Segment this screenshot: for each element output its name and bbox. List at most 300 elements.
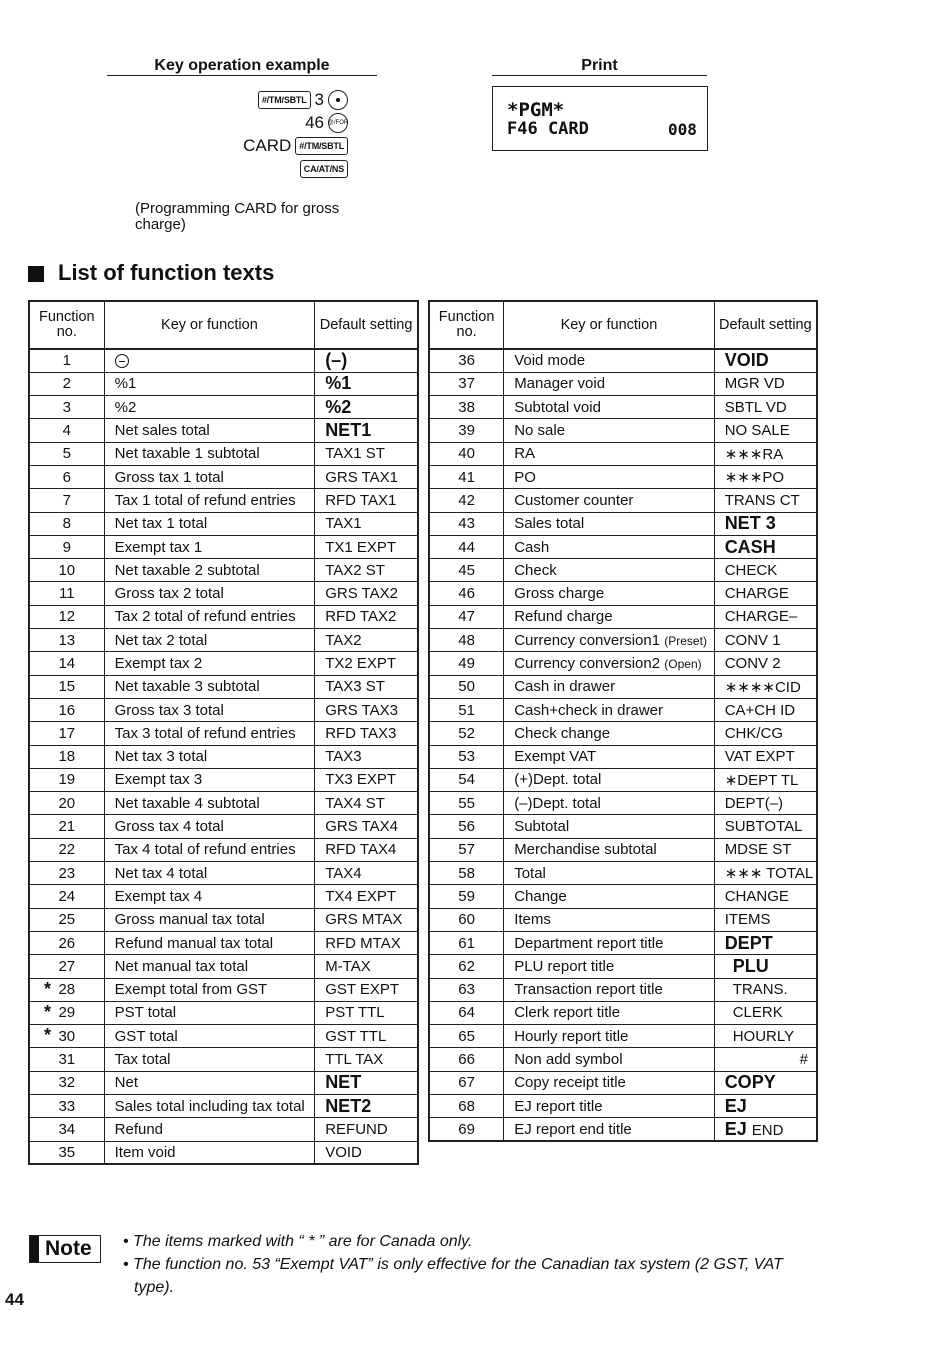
default-setting-cell bbox=[714, 722, 817, 745]
table-row bbox=[429, 931, 817, 954]
key-or-function-cell bbox=[504, 652, 715, 675]
function-no: 39 bbox=[458, 422, 475, 440]
default-setting-cell bbox=[714, 675, 817, 698]
table-row bbox=[29, 768, 418, 791]
function-no: 28 bbox=[58, 981, 76, 999]
table-row bbox=[429, 629, 817, 652]
key-or-function-text: Transaction report title bbox=[514, 981, 663, 999]
key-or-function-cell bbox=[104, 675, 315, 698]
default-setting-text: DEPT bbox=[724, 932, 773, 953]
key-or-function-text: Net tax 1 total bbox=[114, 515, 208, 533]
key-or-function-cell bbox=[104, 489, 315, 512]
key-or-function-cell bbox=[504, 1095, 715, 1118]
default-setting-text: (–) bbox=[325, 350, 348, 371]
key-or-function-cell bbox=[104, 885, 315, 908]
key-or-function-text: Cash+check in drawer bbox=[514, 701, 664, 719]
default-setting-cell bbox=[714, 862, 817, 885]
key-or-function-text: Clerk report title bbox=[514, 1004, 621, 1022]
default-setting-cell bbox=[714, 559, 817, 582]
function-no: 43 bbox=[458, 515, 475, 533]
key-or-function-text: (+)Dept. total bbox=[514, 771, 602, 789]
key-or-function-cell bbox=[504, 465, 715, 488]
default-setting-text: %2 bbox=[325, 396, 352, 417]
default-setting-text: SBTL VD bbox=[724, 398, 787, 416]
key-or-function-cell bbox=[104, 931, 315, 954]
function-no: 23 bbox=[58, 864, 76, 882]
function-no: 20 bbox=[58, 794, 76, 812]
function-no-cell bbox=[29, 1095, 104, 1118]
table-row bbox=[29, 442, 418, 465]
key-operation-underline bbox=[107, 75, 377, 76]
default-setting-cell bbox=[315, 559, 418, 582]
default-setting-text: NET 3 bbox=[724, 513, 776, 534]
key-or-function-cell bbox=[504, 489, 715, 512]
default-setting-text: CONV 2 bbox=[724, 655, 781, 672]
function-no: 40 bbox=[458, 445, 475, 463]
function-no: 3 bbox=[62, 398, 71, 416]
default-setting-text: TRANS. bbox=[732, 981, 788, 999]
default-setting-cell bbox=[315, 745, 418, 768]
default-setting-cell bbox=[315, 675, 418, 698]
key-or-function-text: Change bbox=[514, 887, 567, 905]
function-no-cell bbox=[429, 349, 504, 372]
default-setting-text: TRANS CT bbox=[724, 491, 800, 509]
function-no-cell bbox=[429, 815, 504, 838]
default-setting-text: TX1 EXPT bbox=[325, 538, 397, 556]
key-or-function-cell bbox=[504, 1048, 715, 1071]
key-or-function-text: Gross tax 3 total bbox=[114, 701, 224, 719]
key-or-function-cell bbox=[104, 629, 315, 652]
key-or-function-cell bbox=[104, 978, 315, 1001]
function-no: 54 bbox=[458, 771, 475, 789]
default-setting-cell bbox=[714, 465, 817, 488]
table-header-row bbox=[29, 301, 418, 349]
function-no-cell bbox=[29, 535, 104, 558]
function-no-cell bbox=[429, 396, 504, 419]
key-or-function-cell bbox=[504, 955, 715, 978]
function-no-cell bbox=[429, 1095, 504, 1118]
table-row bbox=[29, 745, 418, 768]
function-no: 47 bbox=[458, 608, 475, 626]
key-or-function-text: Refund charge bbox=[514, 608, 613, 626]
table-row bbox=[429, 792, 817, 815]
default-setting-text: GST EXPT bbox=[325, 981, 400, 999]
function-no: 27 bbox=[58, 957, 76, 975]
default-setting-text: TAX4 bbox=[325, 864, 362, 882]
function-no: 66 bbox=[458, 1051, 475, 1069]
default-setting-cell bbox=[714, 1071, 817, 1094]
function-no-cell bbox=[429, 489, 504, 512]
key-or-function-cell bbox=[504, 978, 715, 1001]
key-or-function-text: Net bbox=[114, 1074, 138, 1092]
key-or-function-text: Subtotal bbox=[514, 818, 570, 836]
print-line-2-left: F46 CARD bbox=[507, 119, 589, 139]
table-row bbox=[429, 559, 817, 582]
key-or-function-text: Net tax 2 total bbox=[114, 631, 208, 649]
default-setting-cell bbox=[315, 1001, 418, 1024]
default-setting-text: ITEMS bbox=[724, 911, 771, 929]
key-or-function-text: PST total bbox=[114, 1004, 177, 1022]
table-row bbox=[429, 815, 817, 838]
default-setting-cell bbox=[714, 349, 817, 372]
function-no: 26 bbox=[58, 934, 76, 952]
table-row bbox=[429, 396, 817, 419]
default-setting-cell bbox=[714, 535, 817, 558]
default-setting-cell bbox=[714, 792, 817, 815]
function-no: 31 bbox=[58, 1051, 76, 1069]
default-setting-text: TAX2 ST bbox=[325, 561, 385, 579]
key-or-function-text: Net tax 4 total bbox=[114, 864, 208, 882]
function-no: 29 bbox=[58, 1004, 76, 1022]
function-no-cell bbox=[29, 559, 104, 582]
key-or-function-cell bbox=[104, 419, 315, 442]
function-no: 32 bbox=[58, 1074, 76, 1092]
table-row bbox=[29, 349, 418, 372]
key-or-function-cell bbox=[104, 792, 315, 815]
function-no: 61 bbox=[458, 934, 475, 952]
default-setting-text: TAX3 ST bbox=[325, 678, 385, 696]
key-or-function-text: PLU report title bbox=[514, 957, 615, 975]
key-or-function-text: Tax 2 total of refund entries bbox=[114, 608, 296, 626]
table-row bbox=[429, 862, 817, 885]
key-or-function-cell bbox=[504, 815, 715, 838]
canada-star-mark: * bbox=[44, 1001, 52, 1022]
key-or-function-text: Merchandise subtotal bbox=[514, 841, 657, 859]
header-default-setting: Default setting bbox=[714, 301, 817, 349]
table-row bbox=[429, 605, 817, 628]
default-setting-cell bbox=[714, 605, 817, 628]
function-no-cell bbox=[429, 955, 504, 978]
table-row bbox=[429, 419, 817, 442]
default-setting-text: GST TTL bbox=[325, 1027, 387, 1045]
tm-sbtl-key: #/TM/SBTL bbox=[258, 91, 311, 109]
function-no-cell bbox=[29, 1025, 104, 1048]
header-key-or-function: Key or function bbox=[104, 301, 315, 349]
function-no: 62 bbox=[458, 957, 475, 975]
default-setting-text: TX2 EXPT bbox=[325, 655, 397, 672]
note-line-1: • The items marked with “ * ” are for Canada only. bbox=[123, 1233, 473, 1250]
default-setting-text: TAX1 bbox=[325, 515, 362, 533]
default-setting-cell bbox=[315, 512, 418, 535]
function-no-cell bbox=[29, 815, 104, 838]
default-setting-text: RFD TAX4 bbox=[325, 841, 397, 859]
key-row-3 bbox=[243, 136, 348, 156]
function-no: 60 bbox=[458, 911, 475, 929]
function-no: 1 bbox=[62, 352, 71, 370]
table-row bbox=[429, 442, 817, 465]
key-or-function-cell bbox=[104, 465, 315, 488]
default-setting-text: ∗∗∗∗CID bbox=[724, 678, 801, 696]
function-no-cell bbox=[29, 465, 104, 488]
default-setting-cell bbox=[714, 955, 817, 978]
default-setting-text: RFD TAX2 bbox=[325, 608, 397, 626]
function-no: 16 bbox=[58, 701, 76, 719]
key-or-function-cell bbox=[104, 745, 315, 768]
key-or-function-text: Currency conversion2 bbox=[514, 655, 661, 672]
default-setting-cell bbox=[315, 931, 418, 954]
function-no-cell bbox=[29, 698, 104, 721]
function-no-cell bbox=[429, 768, 504, 791]
function-no: 11 bbox=[59, 585, 75, 603]
function-no-cell bbox=[429, 1048, 504, 1071]
function-no-cell bbox=[29, 838, 104, 861]
function-no-cell bbox=[29, 1071, 104, 1094]
default-setting-text: %1 bbox=[325, 373, 352, 394]
function-no-cell bbox=[429, 862, 504, 885]
function-no-cell bbox=[429, 465, 504, 488]
function-no-cell bbox=[29, 1001, 104, 1024]
key-or-function-text: Department report title bbox=[514, 934, 664, 952]
table-row bbox=[29, 605, 418, 628]
function-no-cell bbox=[429, 1001, 504, 1024]
function-no: 7 bbox=[62, 491, 71, 509]
function-no-cell bbox=[429, 978, 504, 1001]
default-setting-cell bbox=[714, 442, 817, 465]
default-setting-cell bbox=[714, 745, 817, 768]
function-no: 56 bbox=[458, 818, 475, 836]
key-or-function-cell bbox=[104, 838, 315, 861]
header-function-no: Function no. bbox=[29, 301, 104, 349]
table-row bbox=[29, 535, 418, 558]
table-row bbox=[429, 652, 817, 675]
function-no-cell bbox=[29, 1048, 104, 1071]
function-no-cell bbox=[29, 931, 104, 954]
function-no-cell bbox=[29, 372, 104, 395]
note-line-3: type). bbox=[134, 1279, 175, 1296]
key-or-function-text: Copy receipt title bbox=[514, 1074, 626, 1092]
key-operation-heading: Key operation example bbox=[154, 57, 330, 74]
key-or-function-cell bbox=[504, 838, 715, 861]
default-setting-text: VOID bbox=[325, 1143, 362, 1161]
key-or-function-text: Tax total bbox=[114, 1051, 171, 1069]
key-or-function-text: Subtotal void bbox=[514, 398, 601, 416]
function-no: 24 bbox=[58, 887, 76, 905]
function-no: 25 bbox=[58, 911, 76, 929]
function-no-cell bbox=[429, 908, 504, 931]
key-or-function-cell bbox=[104, 1001, 315, 1024]
table-row bbox=[29, 629, 418, 652]
ca-at-ns-key: CA/AT/NS bbox=[300, 160, 348, 178]
table-row bbox=[29, 931, 418, 954]
function-no: 8 bbox=[62, 515, 71, 533]
default-setting-cell bbox=[315, 349, 418, 372]
key-or-function-cell bbox=[504, 1001, 715, 1024]
default-setting-cell bbox=[714, 815, 817, 838]
default-setting-cell bbox=[714, 768, 817, 791]
function-no-cell bbox=[29, 396, 104, 419]
print-line-1: *PGM* bbox=[507, 99, 565, 121]
at-for-key: @/FOR bbox=[328, 113, 348, 133]
key-or-function-text: Net manual tax total bbox=[114, 957, 249, 975]
key-or-function-text: EJ report end title bbox=[514, 1120, 632, 1138]
key-or-function-text: Gross manual tax total bbox=[114, 911, 265, 929]
key-or-function-cell bbox=[104, 512, 315, 535]
key-or-function-cell bbox=[104, 535, 315, 558]
table-row bbox=[29, 1071, 418, 1094]
default-setting-text: RFD TAX3 bbox=[325, 724, 397, 742]
key-or-function-text: Refund bbox=[114, 1120, 164, 1138]
key-or-function-cell bbox=[504, 722, 715, 745]
table-row bbox=[429, 582, 817, 605]
key-or-function-cell bbox=[504, 419, 715, 442]
default-setting-text: MGR VD bbox=[724, 375, 785, 393]
key-or-function-cell bbox=[104, 815, 315, 838]
tm-sbtl-key-2: #/TM/SBTL bbox=[295, 137, 348, 155]
function-no: 65 bbox=[458, 1027, 475, 1045]
key-or-function-text: Cash bbox=[514, 538, 550, 556]
table-row bbox=[29, 489, 418, 512]
default-setting-text: EJ bbox=[724, 1095, 747, 1116]
function-no: 59 bbox=[458, 887, 475, 905]
key-or-function-text: %2 bbox=[114, 398, 137, 416]
function-no-cell bbox=[29, 955, 104, 978]
default-setting-cell bbox=[714, 885, 817, 908]
default-setting-text: DEPT(–) bbox=[724, 794, 784, 812]
key-or-function-text: Exempt tax 2 bbox=[114, 655, 203, 672]
key-operation-sequence bbox=[150, 88, 348, 183]
table-header-row bbox=[429, 301, 817, 349]
function-no: 30 bbox=[58, 1027, 76, 1045]
table-row bbox=[429, 838, 817, 861]
default-setting-cell bbox=[714, 512, 817, 535]
table-row bbox=[429, 885, 817, 908]
default-setting-text: GRS TAX4 bbox=[325, 818, 398, 836]
function-no: 2 bbox=[62, 375, 71, 393]
function-no: 53 bbox=[458, 748, 475, 766]
table-row bbox=[429, 489, 817, 512]
table-row bbox=[429, 722, 817, 745]
default-setting-cell bbox=[315, 652, 418, 675]
key-or-function-cell bbox=[504, 349, 715, 372]
function-no-cell bbox=[29, 1141, 104, 1164]
table-row bbox=[429, 1118, 817, 1141]
function-no: 69 bbox=[458, 1120, 475, 1138]
function-no: 17 bbox=[58, 724, 76, 742]
table-row bbox=[429, 675, 817, 698]
function-no: 64 bbox=[458, 1004, 475, 1022]
default-setting-cell bbox=[315, 442, 418, 465]
key-or-function-text: Exempt VAT bbox=[514, 748, 597, 766]
default-setting-cell bbox=[315, 815, 418, 838]
default-setting-text: NO SALE bbox=[724, 422, 790, 440]
print-underline bbox=[492, 75, 707, 76]
table-row bbox=[29, 1141, 418, 1164]
default-setting-text: RFD TAX1 bbox=[325, 491, 397, 509]
key-or-function-cell bbox=[104, 1095, 315, 1118]
table-row bbox=[429, 372, 817, 395]
table-row bbox=[429, 908, 817, 931]
default-setting-cell bbox=[714, 931, 817, 954]
key-or-function-text: Items bbox=[514, 911, 551, 929]
header-function-no: Function no. bbox=[429, 301, 504, 349]
default-setting-cell bbox=[315, 1048, 418, 1071]
table-row bbox=[429, 1048, 817, 1071]
table-row bbox=[29, 419, 418, 442]
default-setting-cell bbox=[315, 1071, 418, 1094]
function-no-cell bbox=[29, 978, 104, 1001]
function-no-cell bbox=[29, 489, 104, 512]
key-or-function-text: Net taxable 3 subtotal bbox=[114, 678, 260, 696]
key-or-function-note: (Open) bbox=[664, 657, 702, 671]
key-row-1 bbox=[258, 90, 348, 110]
key-or-function-cell bbox=[504, 512, 715, 535]
function-no-cell bbox=[29, 1118, 104, 1141]
default-setting-text: TAX3 bbox=[325, 748, 362, 766]
key-or-function-text: %1 bbox=[114, 375, 137, 393]
function-no: 21 bbox=[58, 818, 76, 836]
note-badge-bar bbox=[30, 1236, 39, 1262]
function-no: 6 bbox=[62, 468, 71, 486]
function-no: 37 bbox=[458, 375, 475, 393]
key-or-function-cell bbox=[104, 372, 315, 395]
key-or-function-cell bbox=[104, 396, 315, 419]
key-or-function-cell bbox=[104, 955, 315, 978]
key-or-function-text: PO bbox=[514, 468, 536, 486]
function-no-cell bbox=[429, 1118, 504, 1141]
default-setting-text: COPY bbox=[724, 1072, 776, 1093]
key-number-3: 3 bbox=[314, 90, 324, 109]
default-setting-cell bbox=[714, 419, 817, 442]
function-no: 19 bbox=[58, 771, 76, 789]
default-setting-text: ∗∗∗PO bbox=[724, 469, 785, 487]
default-setting-cell bbox=[315, 582, 418, 605]
table-row bbox=[29, 372, 418, 395]
key-or-function-text: Void mode bbox=[514, 352, 586, 370]
key-or-function-text: Check change bbox=[514, 724, 611, 742]
function-no: 46 bbox=[458, 585, 475, 603]
default-setting-text: GRS TAX2 bbox=[325, 585, 398, 603]
canada-star-mark: * bbox=[44, 978, 52, 999]
default-setting-text: RFD MTAX bbox=[325, 934, 401, 952]
key-or-function-cell bbox=[104, 442, 315, 465]
key-or-function-text: Customer counter bbox=[514, 491, 634, 509]
key-or-function-text: Sales total including tax total bbox=[114, 1097, 305, 1115]
function-no: 35 bbox=[58, 1143, 76, 1161]
key-or-function-text: GST total bbox=[114, 1027, 178, 1045]
key-or-function-cell bbox=[104, 349, 315, 372]
function-no-cell bbox=[29, 419, 104, 442]
list-title: List of function texts bbox=[58, 260, 275, 285]
table-row bbox=[29, 1025, 418, 1048]
key-or-function-cell bbox=[104, 1071, 315, 1094]
default-setting-cell bbox=[315, 722, 418, 745]
function-no: 44 bbox=[458, 538, 475, 556]
key-or-function-text: Net taxable 2 subtotal bbox=[114, 561, 260, 579]
key-number-46: 46 bbox=[305, 113, 324, 132]
function-no-cell bbox=[429, 605, 504, 628]
key-or-function-cell bbox=[104, 1025, 315, 1048]
key-or-function-text: Net tax 3 total bbox=[114, 748, 208, 766]
key-or-function-text: Gross charge bbox=[514, 585, 605, 603]
default-setting-cell bbox=[315, 1141, 418, 1164]
default-setting-cell bbox=[315, 838, 418, 861]
default-setting-text: CHECK bbox=[724, 561, 778, 579]
title-bullet-square bbox=[28, 266, 44, 282]
key-row-4 bbox=[300, 160, 348, 178]
table-row bbox=[29, 885, 418, 908]
function-no-cell bbox=[29, 745, 104, 768]
function-no-cell bbox=[429, 582, 504, 605]
key-or-function-text: Net taxable 1 subtotal bbox=[114, 445, 260, 463]
table-row bbox=[29, 465, 418, 488]
function-no: 38 bbox=[458, 398, 475, 416]
default-setting-text: GRS TAX3 bbox=[325, 701, 398, 719]
function-no: 48 bbox=[458, 631, 475, 649]
table-row bbox=[29, 512, 418, 535]
function-no: 36 bbox=[458, 352, 475, 370]
key-or-function-cell bbox=[504, 396, 715, 419]
key-or-function-text: Manager void bbox=[514, 375, 606, 393]
